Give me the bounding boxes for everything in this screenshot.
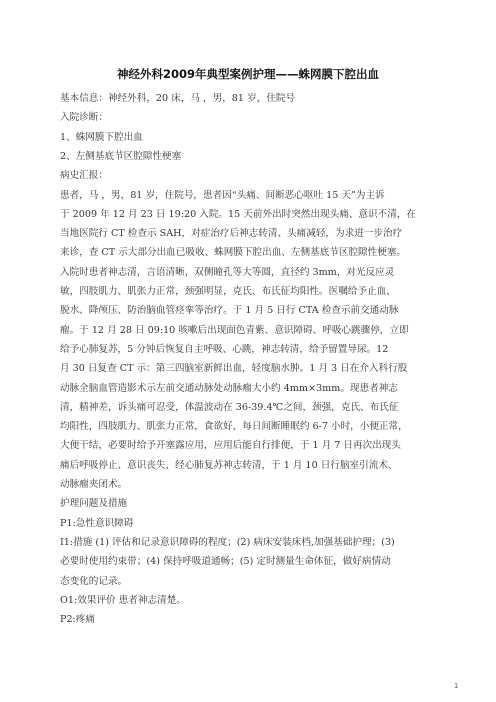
text-line: 基本信息：神经外科，20 床，马 ，男，81 岁，住院号: [60, 93, 296, 104]
text-line: 瘤。于 12 月 28 日 09:10 咳嗽后出现面色青紫、意识障碍、呼吸心跳骤停，立即: [60, 324, 409, 336]
document-title: 神经外科2009年典型案例护理——蛛网膜下腔出血: [116, 67, 379, 81]
text-line: 态变化的记录。: [60, 575, 128, 587]
text-line: 均阳性，四肢肌力、肌张力正常，食欲好，每日间断睡眠约 6-7 小时，小便正常，: [60, 421, 408, 433]
text-line: 来诊，查 CT 示大部分出血已吸收、蛛网膜下腔出血、左侧基底节区腔隙性梗塞。: [60, 247, 407, 259]
text-line: 必要时使用约束带；(4) 保持呼吸道通畅；(5) 定时测量生命体征，做好病情动: [60, 556, 391, 568]
text-line: 月 30 日复查 CT 示：第三四脑室新鲜出血，轻度脑水肿。1 月 3 日在介入科行股: [60, 363, 408, 375]
text-line: 清，精神差，诉头痛可忍受，体温波动在 36-39.4℃之间，颈强，克氏、布氏征: [60, 401, 399, 413]
text-line: O1:效果评价 患者神志清楚。: [60, 594, 186, 606]
text-line: 动脉全脑血管造影术示左前交通动脉处动脉瘤大小约 4mm×3mm。现患者神志: [60, 382, 398, 394]
text-line: 入院时患者神志清，言语清晰，双侧瞳孔等大等圆，直径约 3mm，对光反应灵: [60, 266, 395, 278]
text-line: 动脉瘤夹闭术。: [60, 479, 128, 490]
text-line: 入院诊断：: [60, 112, 108, 124]
text-line: 给予心肺复苏，5 分钟后恢复自主呼吸、心跳，神志转清，给予留置导尿。12: [60, 343, 389, 355]
text-line: 脱水、降颅压、防治脑血管痉挛等治疗。于 1 月 5 日行 CTA 检查示前交通动脉: [60, 305, 399, 317]
text-line: I1:措施 (1) 评估和记录意识障碍的程度；(2) 病床安装床档,加强基础护理；(3): [60, 536, 395, 548]
text-line: 2、左侧基底节区腔隙性梗塞: [60, 150, 182, 162]
text-line: 护理问题及措施: [60, 498, 128, 510]
text-line: 大便干结，必要时给予开塞露应用，应用后能自行排便，于 1 月 7 日再次出现头: [60, 440, 401, 452]
text-line: 痛后呼吸停止、意识丧失，经心肺复苏神志转清，于 1 月 10 日行脑室引流术、: [60, 459, 398, 471]
text-line: 于 2009 年 12 月 23 日 19:20 入院。15 天前外出时突然出现头痛、意识不清，在: [60, 208, 416, 220]
text-line: 敏，四肢肌力、肌张力正常，颈强明显，克氏、布氏征均阳性。医嘱给予止血、: [60, 286, 396, 297]
page-number: 1: [454, 683, 458, 690]
text-line: 当地医院行 CT 检查示 SAH，对症治疗后神志转清、头痛减轻，为求进一步治疗: [60, 228, 403, 240]
text-line: 1、蛛网膜下腔出血: [60, 131, 143, 143]
text-line: P1:急性意识障碍: [60, 517, 134, 529]
text-line: 患者，马 ，男，81 岁，住院号，患者因“头痛、间断恶心呕吐 15 天”为主诉: [60, 189, 385, 201]
text-line: 病史汇报：: [60, 170, 108, 182]
text-line: P2:疼痛: [60, 614, 95, 626]
